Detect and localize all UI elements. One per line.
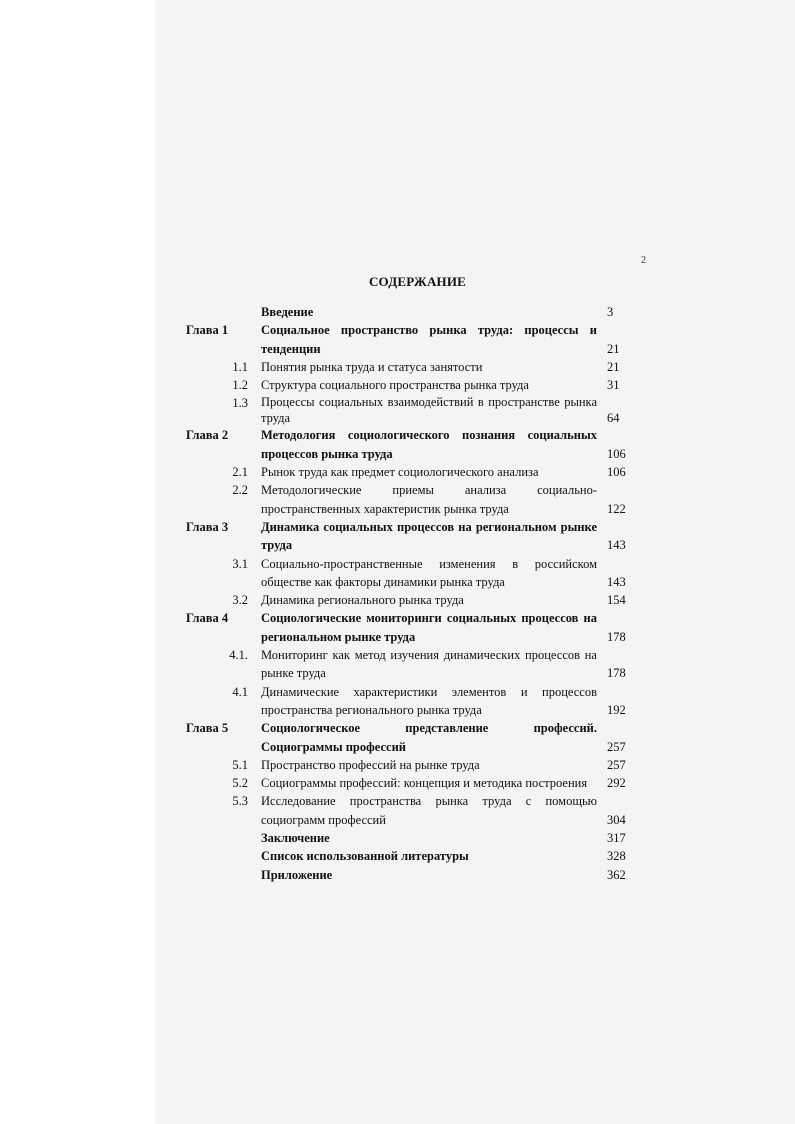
toc-entry-page: 122 xyxy=(607,501,626,516)
toc-entry-section-2-2 xyxy=(186,481,636,518)
toc-entry-title: Динамика регионального рынка труда xyxy=(261,593,464,608)
toc-entry-page: 21 xyxy=(607,341,620,356)
toc-entry-title: Введение xyxy=(261,305,314,319)
toc-entry-label: 1.1 xyxy=(232,359,248,374)
toc-entry-title: Методологические приемы анализа социально-пространственных характеристик рынка труда xyxy=(261,483,597,516)
toc-entry-label: 3.1 xyxy=(232,556,248,571)
toc-entry-label: 5.1 xyxy=(232,757,248,772)
toc-entry-title: Динамические характеристики элементов и процессов пространства регионального рынка труда xyxy=(261,684,597,717)
toc-entry-title: Приложение xyxy=(261,867,333,882)
toc-entry-section-1-2 xyxy=(186,376,636,394)
toc-entry-title: Структура социального пространства рынка труда xyxy=(261,378,529,393)
toc-entry-page: 154 xyxy=(607,593,626,608)
toc-entry-title: Список использованной литературы xyxy=(261,849,469,864)
toc-entry-section-3-1 xyxy=(186,555,636,592)
table-of-contents xyxy=(186,303,636,884)
toc-entry-chapter-1 xyxy=(186,321,636,358)
toc-entry-title: Социально-пространственные изменения в российском обществе как факторы динамики рынка труда xyxy=(261,556,597,589)
toc-entry-page: 143 xyxy=(607,538,626,553)
toc-entry-page: 362 xyxy=(607,867,626,882)
toc-entry-title: Социальное пространство рынка труда: процессы и тенденции xyxy=(261,323,597,356)
toc-entry-title: Социологические мониторинги социальных процессов на региональном рынке труда xyxy=(261,611,597,644)
toc-entry-page: 3 xyxy=(607,305,614,319)
toc-entry-page: 21 xyxy=(607,359,620,374)
toc-entry-title: Процессы социальных взаимодействий в пространстве рынка труда xyxy=(261,395,597,426)
toc-entry-chapter-3 xyxy=(186,518,636,555)
toc-entry-appendix xyxy=(186,866,636,884)
toc-entry-section-1-3 xyxy=(186,394,636,426)
toc-entry-label: 4.1. xyxy=(229,648,248,663)
toc-entry-page: 106 xyxy=(607,446,626,461)
toc-entry-page: 317 xyxy=(607,831,626,846)
toc-entry-label: 1.2 xyxy=(232,378,248,393)
page-title: СОДЕРЖАНИЕ xyxy=(368,274,467,289)
toc-entry-label: 2.2 xyxy=(232,483,248,498)
toc-entry-label: Глава 1 xyxy=(186,323,229,338)
toc-entry-page: 292 xyxy=(607,776,626,791)
toc-entry-section-2-1 xyxy=(186,463,636,481)
toc-entry-page: 328 xyxy=(607,849,626,864)
toc-entry-title: Понятия рынка труда и статуса занятости xyxy=(261,359,483,374)
toc-entry-title: Исследование пространства рынка труда с помощью социограмм профессий xyxy=(261,794,597,827)
toc-entry-label: Глава 5 xyxy=(186,721,229,736)
toc-entry-section-4-1b xyxy=(186,683,636,720)
toc-entry-title: Мониторинг как метод изучения динамических процессов на рынке труда xyxy=(261,648,597,681)
toc-entry-label: 2.1 xyxy=(232,465,248,480)
toc-entry-title: Социологическое представление профессий. Социограммы профессий xyxy=(261,721,597,754)
toc-entry-label: 1.3 xyxy=(232,396,248,411)
toc-entry-label: Глава 2 xyxy=(186,428,229,443)
toc-entry-title: Социограммы профессий: концепция и методика построения xyxy=(261,776,588,791)
page-number: 2 xyxy=(641,255,646,266)
toc-entry-title: Заключение xyxy=(261,831,330,846)
toc-entry-page: 64 xyxy=(607,411,620,426)
toc-entry-page: 257 xyxy=(607,739,626,754)
toc-entry-chapter-5 xyxy=(186,719,636,756)
toc-entry-chapter-4 xyxy=(186,609,636,646)
toc-entry-label: 3.2 xyxy=(232,593,248,608)
toc-entry-page: 304 xyxy=(607,812,626,827)
toc-entry-page: 257 xyxy=(607,757,626,772)
toc-entry-page: 143 xyxy=(607,574,626,589)
toc-entry-title: Рынок труда как предмет социологического анализа xyxy=(261,465,539,480)
toc-entry-label: Глава 3 xyxy=(186,519,229,534)
toc-entry-introduction xyxy=(186,303,636,321)
toc-entry-page: 106 xyxy=(607,465,626,480)
toc-entry-label: Глава 4 xyxy=(186,611,229,626)
toc-entry-page: 31 xyxy=(607,378,620,393)
toc-entry-page: 192 xyxy=(607,702,626,717)
toc-entry-label: 4.1 xyxy=(232,684,248,699)
toc-entry-section-5-3 xyxy=(186,792,636,829)
toc-entry-section-1-1 xyxy=(186,358,636,376)
toc-entry-title: Методология социологического познания социальных процессов рынка труда xyxy=(261,428,597,461)
toc-entry-section-5-1 xyxy=(186,756,636,774)
toc-entry-chapter-2 xyxy=(186,426,636,463)
toc-entry-title: Динамика социальных процессов на региональном рынке труда xyxy=(261,519,597,553)
toc-entry-label: 5.2 xyxy=(232,776,248,791)
toc-entry-page: 178 xyxy=(607,666,626,681)
toc-entry-section-5-2 xyxy=(186,774,636,792)
toc-entry-section-4-1a xyxy=(186,646,636,683)
toc-entry-bibliography xyxy=(186,847,636,865)
toc-entry-conclusion xyxy=(186,829,636,847)
toc-entry-section-3-2 xyxy=(186,591,636,609)
toc-entry-label: 5.3 xyxy=(232,794,248,809)
toc-entry-title: Пространство профессий на рынке труда xyxy=(261,757,480,772)
toc-entry-page: 178 xyxy=(607,629,626,644)
